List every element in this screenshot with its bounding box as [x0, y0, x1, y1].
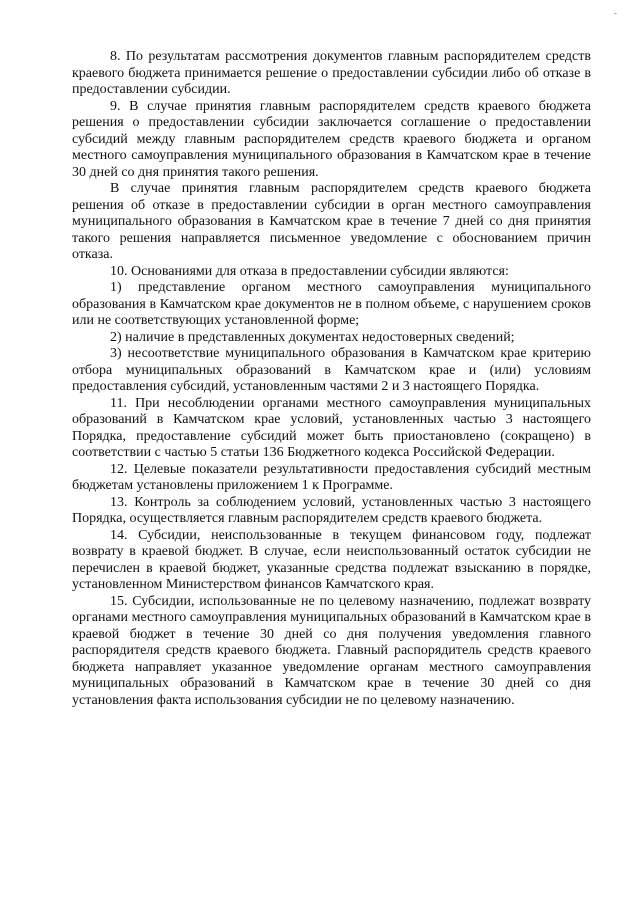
document-text-body	[72, 49, 591, 709]
paragraph-item-10-sub-2: 2) наличие в представленных документах недостоверных сведений;	[110, 329, 515, 345]
paragraph-item-11: 11. При несоблюдении органами местного самоуправления муниципальных образований в Камчатском крае условий, установленных частью 3 настоящего Порядка, предоставление субсидий может быть приостановлено (сокращено) в соответствии с частью 5 статьи 136 Бюджетного кодекса Российской Федерации.	[72, 395, 591, 460]
page-mark: -	[613, 8, 617, 19]
paragraph-item-9: 9. В случае принятия главным распорядителем средств краевого бюджета решения о предоставлении субсидии заключается соглашение о предоставлении субсидий между главным распорядителем средств краевого бюджета и органом местного самоуправления муниципального образования в Камчатском крае в течение 30 дней со дня принятия такого решения.	[72, 98, 591, 180]
paragraph-refusal-notice: В случае принятия главным распорядителем средств краевого бюджета решения об отказе в предоставлении субсидии в орган местного самоуправления муниципального образования в Камчатском крае в течение 7 дней со дня принятия такого решения направляется письменное уведомление с обоснованием причин отказа.	[72, 181, 591, 262]
paragraph-item-8: 8. По результатам рассмотрения документов главным распорядителем средств краевого бюджета принимается решение о предоставлении субсидии либо об отказе в предоставлении субсидии.	[72, 49, 591, 97]
paragraph-item-10-sub-3: 3) несоответствие муниципального образования в Камчатском крае критерию отбора муниципальных образований в Камчатском крае и (или) условиям предоставления субсидий, установленным частями 2 и 3 настоящего Порядка.	[72, 346, 591, 394]
paragraph-item-10-sub-1: 1) представление органом местного самоуправления муниципального образования в Камчатском крае документов не в полном объеме, с нарушением сроков или не соответствующих установленной форме;	[72, 280, 591, 328]
paragraph-item-14: 14. Субсидии, неиспользованные в текущем финансовом году, подлежат возврату в краевой бюджет. В случае, если неиспользованный остаток субсидии не перечислен в краевой бюджет, указанные средства подлежат взысканию в порядке, установленном Министерством финансов Камчатского края.	[72, 527, 591, 592]
paragraph-item-13: 13. Контроль за соблюдением условий, установленных частью 3 настоящего Порядка, осуществляется главным распорядителем средств краевого бюджета.	[72, 494, 591, 526]
paragraph-item-10: 10. Основаниями для отказа в предоставлении субсидии являются:	[110, 263, 509, 279]
paragraph-item-15: 15. Субсидии, использованные не по целевому назначению, подлежат возврату органами местного самоуправления муниципальных образований в Камчатском крае в краевой бюджет в течение 30 дней со дня получения уведомления главного распорядителя средств краевого бюджета. Главный распорядитель средств краевого бюджета направляет указанное уведомление органам местного самоуправления муниципальных образований в Камчатском крае в течение 30 дней со дня установления факта использования субсидии не по целевому назначению.	[72, 593, 591, 708]
paragraph-item-12: 12. Целевые показатели результативности предоставления субсидий местным бюджетам установлены приложением 1 к Программе.	[72, 461, 591, 493]
